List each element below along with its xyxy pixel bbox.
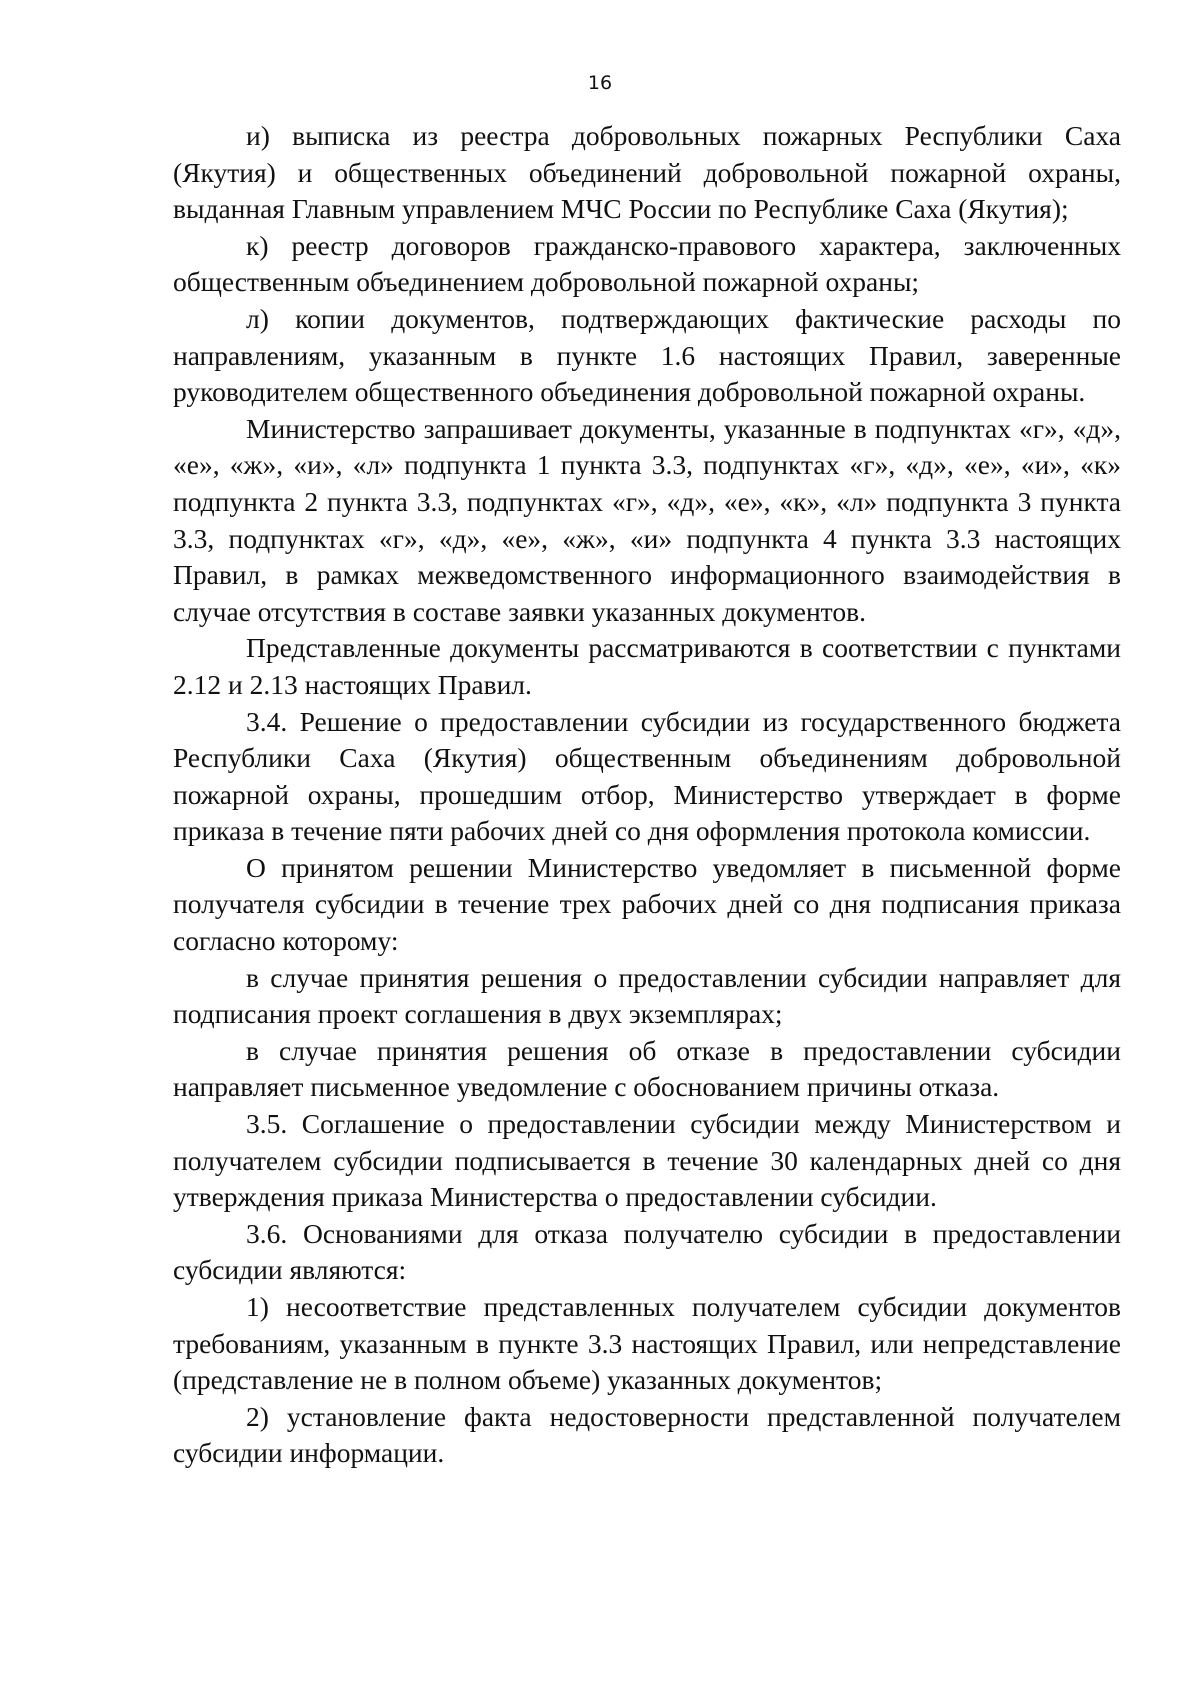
paragraph-approval-case: в случае принятия решения о предоставлении субсидии направляет для подписания проект соглашения в двух экземплярах; (173, 961, 1121, 1030)
paragraph-notification: О принятом решении Министерство уведомляет в письменной форме получателя субсидии в течение трех рабочих дней со дня подписания приказа согласно которому: (173, 851, 1121, 957)
paragraph-documents-review: Представленные документы рассматриваются в соответствии с пунктами 2.12 и 2.13 настоящих Правил. (173, 632, 1121, 700)
paragraph-section-3-6: 3.6. Основаниями для отказа получателю субсидии в предоставлении субсидии являются: (173, 1217, 1121, 1286)
document-body (173, 118, 1121, 1472)
paragraph-refusal-case: в случае принятия решения об отказе в предоставлении субсидии направляет письменное уведомление с обоснованием причины отказа. (173, 1034, 1121, 1103)
paragraph-item-k: к) реестр договоров гражданско-правового характера, заключенных общественным объединением добровольной пожарной охраны; (173, 229, 1121, 298)
page-number: 16 (587, 72, 613, 94)
paragraph-section-3-4: 3.4. Решение о предоставлении субсидии из государственного бюджета Республики Саха (Якутия) общественным объединениям добровольной пожарной охраны, прошедшим отбор, Министерство утверждает в форме приказа в течение пяти рабочих дней со дня оформления протокола комиссии. (173, 705, 1121, 847)
paragraph-refusal-ground-1: 1) несоответствие представленных получателем субсидии документов требованиям, указанным в пункте 3.3 настоящих Правил, или непредставление (представление не в полном объеме) указанных документов; (173, 1291, 1121, 1396)
paragraph-item-i: и) выписка из реестра добровольных пожарных Республики Саха (Якутия) и общественных объединений добровольной пожарной охраны, выданная Главным управлением МЧС России по Республике Саха (Якутия); (173, 120, 1121, 225)
paragraph-interagency-request: Министерство запрашивает документы, указанные в подпунктах «г», «д», «е», «ж», «и», «л» подпункта 1 пункта 3.3, подпунктах «г», «д», «е», «и», «к» подпункта 2 пункта 3.3, подпунктах «г», «д», «е», «к», «л» подпункта 3 пункта 3.3, подпунктах «г», «д», «е», «ж», «и» подпункта 4 пункта 3.3 настоящих Правил, в рамках межведомственного информационного взаимодействия в случае отсутствия в составе заявки указанных документов. (173, 412, 1121, 627)
paragraph-refusal-ground-2: 2) установление факта недостоверности представленной получателем субсидии информации. (173, 1400, 1121, 1469)
paragraph-section-3-5: 3.5. Соглашение о предоставлении субсидии между Министерством и получателем субсидии подписывается в течение 30 календарных дней со дня утверждения приказа Министерства о предоставлении субсидии. (173, 1108, 1121, 1213)
paragraph-item-l: л) копии документов, подтверждающих фактические расходы по направлениям, указанным в пункте 1.6 настоящих Правил, заверенные руководителем общественного объединения добровольной пожарной охраны. (173, 302, 1121, 408)
